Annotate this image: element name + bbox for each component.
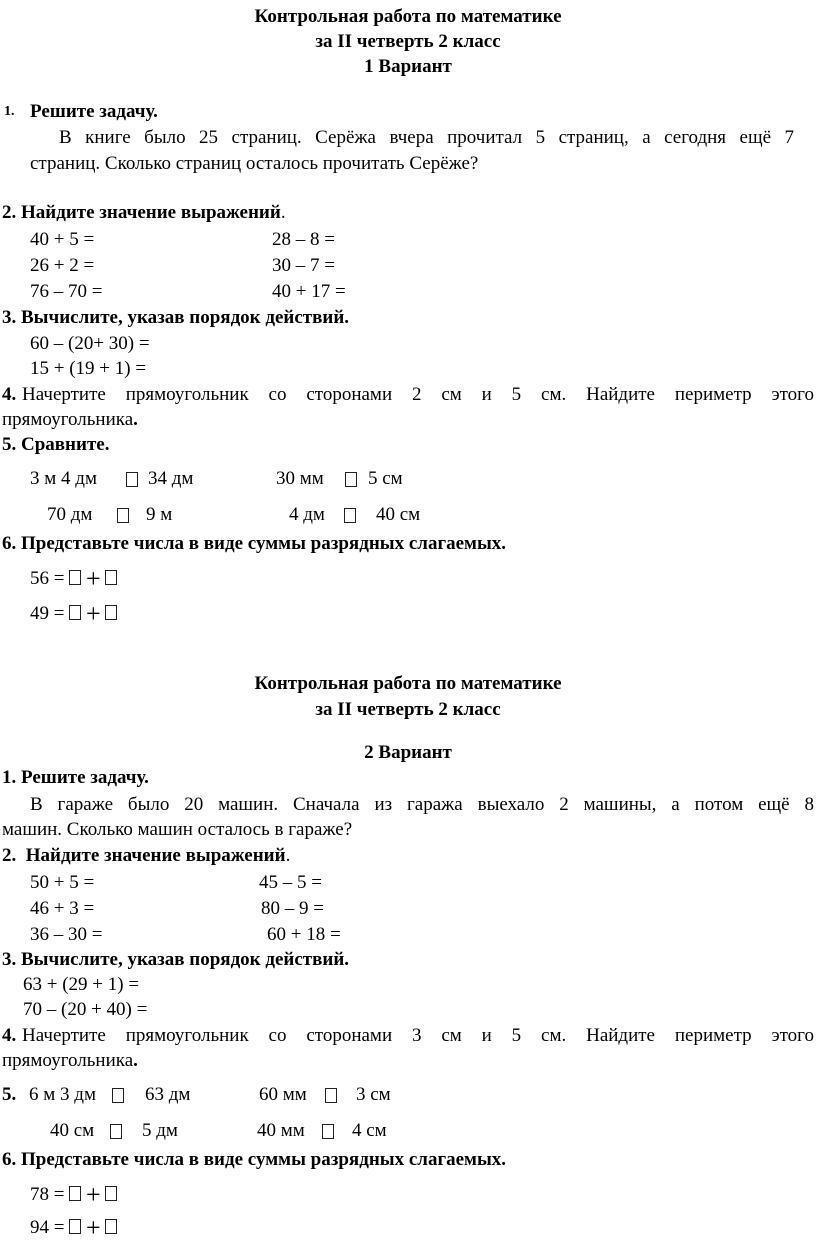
v1-task5-compare-box-4[interactable] (344, 508, 356, 523)
v1-task2-heading (2, 202, 286, 224)
v2-task6-number-78: 78 = (30, 1184, 65, 1205)
v1-task4-text-line2-dot: . (133, 409, 138, 430)
v1-task6-row1 (30, 566, 117, 592)
v2-task2-expr-left-1: 50 + 5 = (30, 872, 95, 893)
v2-task2-heading-dot: . (285, 845, 291, 866)
v1-task2-expr-right-2: 30 – 7 = (272, 255, 335, 276)
v1-task6-box-units-1[interactable] (105, 570, 117, 585)
v2-task6-box-tens-1[interactable] (69, 1186, 81, 1201)
v1-task4-text-line1: Начертите прямоугольник со сторонами 2 см и 5 см. Найдите периметр этого (22, 384, 814, 405)
v1-task1-heading: Решите задачу. (30, 101, 158, 122)
v1-task5-row2-left-a: 70 дм (47, 504, 93, 525)
v2-task3-expr-2: 70 – (20 + 40) = (23, 999, 148, 1020)
v2-task5-row2-right-b: 4 см (352, 1120, 387, 1141)
v2-task6-heading: 6. Представьте числа в виде суммы разрядных слагаемых. (2, 1149, 507, 1170)
v2-task5-row1-right-b: 3 см (356, 1084, 391, 1105)
v1-task2-heading-text: 2. Найдите значение выражений (2, 202, 281, 223)
v2-task4-text-line1: Начертите прямоугольник со сторонами 3 см и 5 см. Найдите периметр этого (22, 1025, 814, 1046)
v1-task1-number: 1. (4, 104, 15, 119)
v1-task2-expr-left-2: 26 + 2 = (30, 255, 95, 276)
v2-task5-row1-left-a: 6 м 3 дм (29, 1084, 96, 1105)
v2-task6-plus-1: + (85, 1180, 101, 1209)
v2-task2-expr-left-3: 36 – 30 = (30, 924, 103, 945)
v1-task4-text-line2-main: прямоугольника (2, 409, 134, 430)
v2-task3-heading: 3. Вычислите, указав порядок действий. (2, 949, 350, 970)
v1-task6-heading: 6. Представьте числа в виде суммы разрядных слагаемых. (2, 533, 507, 554)
v1-task4-text-line2 (2, 409, 138, 431)
v2-title: Контрольная работа по математике (254, 673, 562, 694)
v1-task3-heading: 3. Вычислите, указав порядок действий. (2, 307, 350, 328)
v1-task5-row2-right-b: 40 см (376, 504, 421, 525)
v1-task6-box-units-2[interactable] (105, 605, 117, 620)
v1-task2-expr-right-1: 28 – 8 = (272, 229, 335, 250)
v2-task4-number: 4. (2, 1025, 17, 1046)
v2-task4-text-line2-dot: . (133, 1050, 138, 1071)
v1-task5-row1-left-a: 3 м 4 дм (30, 468, 97, 489)
v2-task2-expr-right-2: 80 – 9 = (261, 898, 324, 919)
v1-task5-row1-right-a: 30 мм (276, 468, 324, 489)
v2-task6-row1 (30, 1182, 117, 1208)
v2-task5-row2-right-a: 40 мм (257, 1120, 305, 1141)
v1-task1-text-line1: В книге было 25 страниц. Серёжа вчера прочитал 5 страниц, а сегодня ещё 7 (59, 127, 794, 148)
v2-task4-text-line2-main: прямоугольника (2, 1050, 134, 1071)
v2-task6-box-tens-2[interactable] (69, 1219, 81, 1234)
v2-task5-compare-box-2[interactable] (325, 1088, 337, 1103)
v2-task5-row1-left-b: 63 дм (145, 1084, 191, 1105)
v2-task5-row2-left-a: 40 см (50, 1120, 95, 1141)
v2-task6-number-94: 94 = (30, 1217, 65, 1238)
v1-task5-heading: 5. Сравните. (2, 434, 110, 455)
v1-task6-plus-1: + (85, 564, 101, 593)
v1-task4-number: 4. (2, 384, 17, 405)
v2-task6-box-units-1[interactable] (105, 1186, 117, 1201)
v2-task4-text-line2 (2, 1050, 138, 1072)
v2-subtitle: за II четверть 2 класс (315, 699, 501, 720)
v2-task1-text-line1: В гараже было 20 машин. Сначала из гаража выехало 2 машины, а потом ещё 8 (30, 794, 814, 815)
v2-task5-row1-right-a: 60 мм (259, 1084, 307, 1105)
v1-task3-expr-1: 60 – (20+ 30) = (30, 333, 150, 354)
v2-task1-text-line2: машин. Сколько машин осталось в гараже? (2, 819, 353, 840)
v1-task6-box-tens-1[interactable] (69, 570, 81, 585)
v2-task2-expr-right-1: 45 – 5 = (259, 872, 322, 893)
v1-task6-box-tens-2[interactable] (69, 605, 81, 620)
v2-task5-number: 5. (2, 1084, 17, 1105)
v2-task2-expr-right-3: 60 + 18 = (267, 924, 341, 945)
v1-task5-row1-left-b: 34 дм (148, 468, 194, 489)
v1-task5-compare-box-2[interactable] (345, 472, 357, 487)
v1-task6-row2 (30, 601, 117, 627)
v1-task3-expr-2: 15 + (19 + 1) = (30, 358, 147, 379)
v1-task5-row1-right-b: 5 см (368, 468, 403, 489)
v1-task2-expr-left-3: 76 – 70 = (30, 281, 103, 302)
v2-task5-compare-box-4[interactable] (322, 1124, 334, 1139)
v1-task2-expr-left-1: 40 + 5 = (30, 229, 95, 250)
v1-task2-heading-dot: . (280, 202, 286, 223)
v1-title: Контрольная работа по математике (254, 6, 562, 27)
v2-task6-box-units-2[interactable] (105, 1219, 117, 1234)
v2-task3-expr-1: 63 + (29 + 1) = (23, 974, 140, 995)
v2-task2-heading-text: 2. Найдите значение выражений (2, 845, 286, 866)
v2-task5-compare-box-3[interactable] (110, 1124, 122, 1139)
v2-task6-row2 (30, 1215, 117, 1241)
v1-task1-text-line2: страниц. Сколько страниц осталось прочитать Серёже? (30, 153, 479, 174)
v1-task5-compare-box-3[interactable] (117, 508, 129, 523)
v2-task1-heading: 1. Решите задачу. (2, 767, 149, 788)
v1-task5-row2-right-a: 4 дм (289, 504, 325, 525)
v1-task6-number-56: 56 = (30, 568, 65, 589)
v2-task2-expr-left-2: 46 + 3 = (30, 898, 95, 919)
v1-task2-expr-right-3: 40 + 17 = (272, 281, 346, 302)
v1-task5-compare-box-1[interactable] (126, 472, 138, 487)
v1-task6-number-49: 49 = (30, 603, 65, 624)
v2-variant-heading: 2 Вариант (364, 742, 452, 763)
v2-task5-row2-left-b: 5 дм (142, 1120, 178, 1141)
v1-subtitle: за II четверть 2 класс (315, 31, 501, 52)
v2-task5-compare-box-1[interactable] (112, 1088, 124, 1103)
v1-task5-row2-left-b: 9 м (146, 504, 173, 525)
v1-task6-plus-2: + (85, 599, 101, 628)
v2-task2-heading (2, 845, 290, 867)
v1-variant-heading: 1 Вариант (364, 56, 452, 77)
v2-task6-plus-2: + (85, 1213, 101, 1242)
